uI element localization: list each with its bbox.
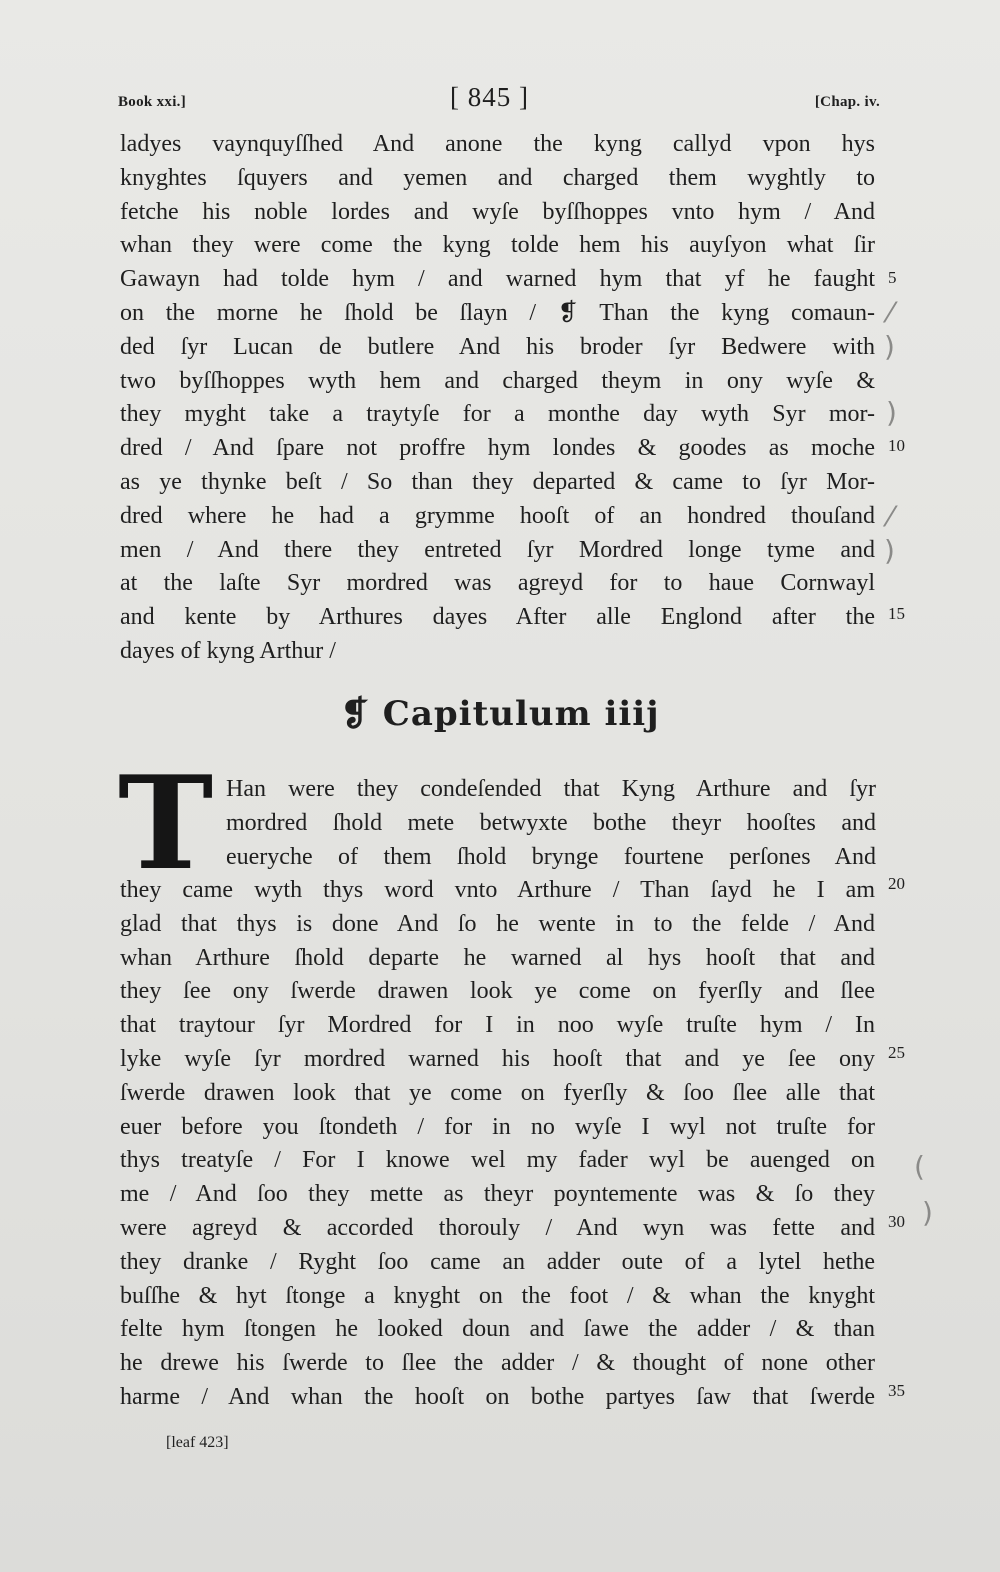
text-line: were agreyd & accorded thorouly / And wyn was fette and — [120, 1214, 875, 1241]
text-line: two byſſhoppes wyth hem and charged theym in ony wyſe & — [120, 367, 875, 394]
line-number: 30 — [888, 1212, 905, 1231]
text-line: as ye thynke beſt / So than they departed & came to ſyr Mor- — [120, 468, 875, 495]
text-line: at the laſte Syr mordred was agreyd for to haue Cornwayl — [120, 570, 875, 597]
text-line: Han were they condeſended that Kyng Arthure and ſyr — [226, 776, 876, 802]
text-line: buſſhe & hyt ſtonge a knyght on the foot / & whan the knyght — [120, 1282, 875, 1309]
margin-bracket-mark: ( — [914, 1150, 925, 1183]
text-line: ded ſyr Lucan de butlere And his broder ſyr Bedwere with — [120, 333, 875, 360]
text-line: harme / And whan the hooſt on bothe partyes ſaw that ſwerde — [120, 1383, 875, 1410]
text-line: he drewe his ſwerde to ſlee the adder / & thought of none other — [120, 1350, 875, 1377]
text-block-top — [120, 128, 875, 669]
text-line: felte hym ſtongen he looked doun and ſawe the adder / & than — [120, 1316, 875, 1343]
text-line: ladyes vaynquyſſhed And anone the kyng callyd vpon hys — [120, 131, 875, 157]
margin-bracket-mark: ) — [884, 534, 895, 567]
text-line: me / And ſoo they mette as theyr poyntemente was & ſo they — [120, 1181, 875, 1208]
margin-bracket-mark: ) — [886, 396, 897, 429]
text-block-dropcap — [226, 773, 876, 874]
text-line: dred / And ſpare not proffre hym londes & goodes as moche — [120, 435, 875, 462]
drop-cap: T — [118, 749, 214, 899]
text-line: and kente by Arthures dayes After alle Englond after the — [120, 604, 875, 631]
text-line: thys treatyſe / For I knowe wel my fader wyl be auenged on — [120, 1147, 875, 1174]
running-head — [118, 82, 880, 118]
text-line: that traytour ſyr Mordred for I in noo wyſe truſte hym / In — [120, 1012, 875, 1039]
line-number: 35 — [888, 1381, 905, 1400]
text-line: mordred ſhold mete betwyxte bothe theyr hooſtes and — [226, 809, 876, 836]
text-line: dred where he had a grymme hooſt of an hondred thouſand — [120, 502, 875, 529]
text-line: euer before you ſtondeth / for in no wyſe I wyl not truſte for — [120, 1113, 875, 1140]
text-line: knyghtes ſquyers and yemen and charged them wyghtly to — [120, 164, 875, 191]
text-line: fetche his noble lordes and wyſe byſſhoppes vnto hym / And — [120, 198, 875, 225]
leaf-footnote: [leaf 423] — [166, 1434, 229, 1451]
text-line: they myght take a traytyſe for a monthe day wyth Syr mor- — [120, 401, 875, 428]
text-line: Gawayn had tolde hym / and warned hym that yf he faught — [120, 266, 875, 293]
line-number: 25 — [888, 1043, 905, 1062]
margin-bracket-mark: ⁄ — [888, 500, 893, 533]
text-line: ſwerde drawen look that ye come on fyerſly & ſoo ſlee alle that — [120, 1079, 875, 1106]
text-line: they ſee ony ſwerde drawen look ye come on fyerſly and ſlee — [120, 978, 875, 1005]
margin-bracket-mark: ⁄ — [888, 296, 893, 329]
text-line: glad that thys is done And ſo he wente in to the felde / And — [120, 910, 875, 937]
margin-bracket-mark: ) — [884, 330, 895, 363]
page-number: [ 845 ] — [450, 82, 529, 112]
line-number: 5 — [888, 268, 897, 287]
chapter-label: [Chap. iv. — [814, 94, 880, 110]
text-line: lyke wyſe ſyr mordred warned his hooſt that and ye ſee ony — [120, 1045, 875, 1072]
line-number: 20 — [888, 874, 905, 893]
chapter-heading: ❡ Capitulum iiij — [340, 694, 660, 734]
text-line: they dranke / Ryght ſoo came an adder oute of a lytel hethe — [120, 1248, 875, 1275]
text-line: men / And there they entreted ſyr Mordred longe tyme and — [120, 536, 875, 563]
line-number: 10 — [888, 436, 905, 455]
text-line: whan they were come the kyng tolde hem his auyſyon what ſir — [120, 232, 875, 259]
line-number: 15 — [888, 604, 905, 623]
text-line: dayes of kyng Arthur / — [120, 637, 336, 664]
text-block-bottom — [120, 874, 875, 1415]
text-line: whan Arthure ſhold departe he warned al hys hooſt that and — [120, 944, 875, 971]
book-label: Book xxi.] — [118, 94, 187, 110]
text-line: eueryche of them ſhold brynge fourtene perſones And — [226, 843, 876, 870]
text-line: they came wyth thys word vnto Arthure / Than ſayd he I am — [120, 877, 875, 903]
margin-bracket-mark: ) — [922, 1196, 933, 1229]
text-line: on the morne he ſhold be ſlayn / ❡ Than the kyng comaun- — [120, 299, 875, 326]
